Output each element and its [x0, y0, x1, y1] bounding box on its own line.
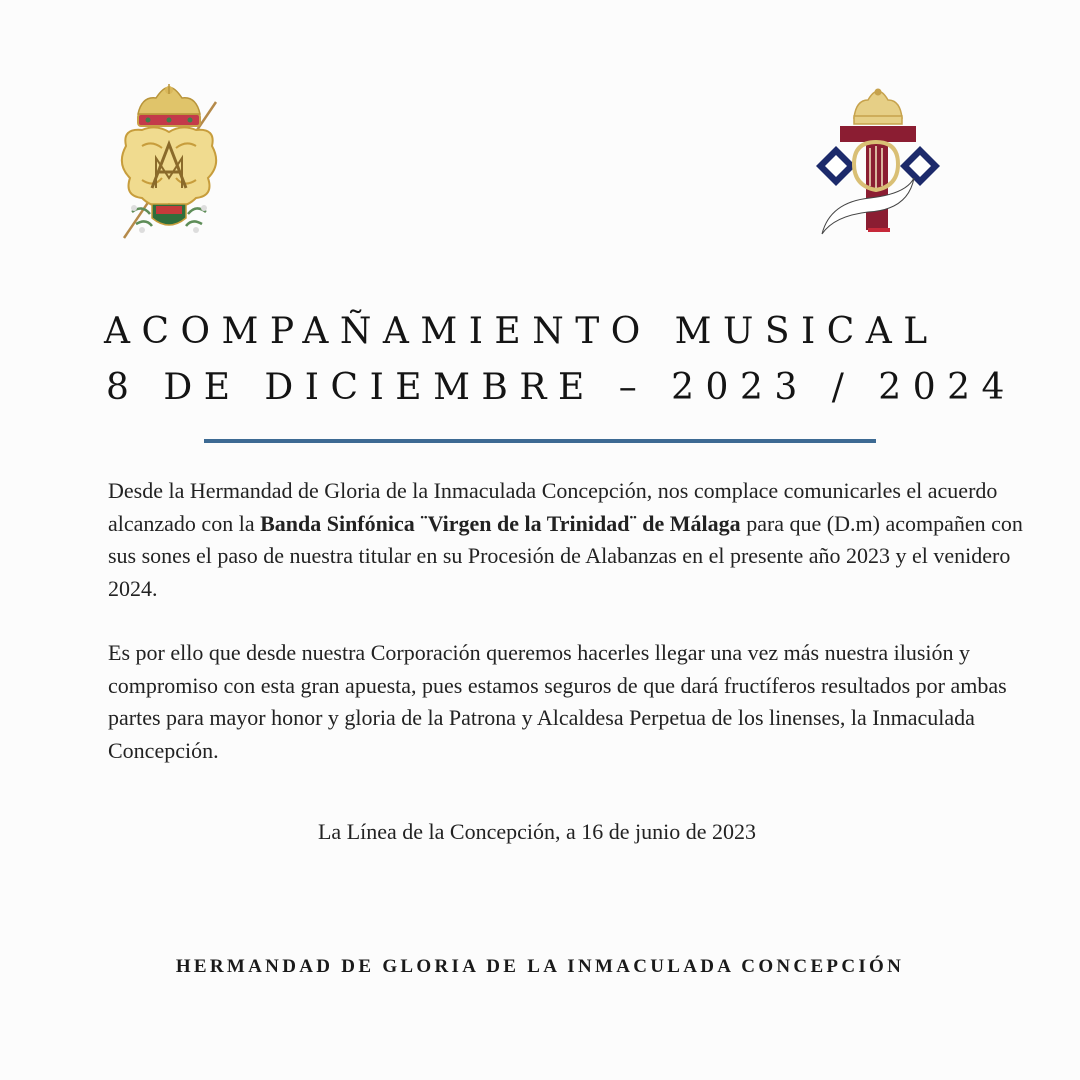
- page-title: [104, 304, 1016, 416]
- band-name: Banda Sinfónica ¨Virgen de la Trinidad¨ de Málaga: [260, 510, 741, 536]
- paragraph-commitment: Es por ello que desde nuestra Corporación queremos hacerles llegar una vez más nuestra ilusión y compromiso con esta gran apuesta, pues estamos seguros de que dará fructíferos resultados por ambas partes para mayor honor y gloria de la Patrona y Alcaldesa Perpetua de los linenses, la Inmaculada Concepción.: [108, 640, 1007, 763]
- title-line-2: 8 DE DICIEMBRE – 2023 / 2024: [106, 367, 1016, 408]
- paragraph-1-start: Desde la Hermandad de Gloria de la Inmaculada Concepción, nos complace comunicarles el acuerdo alcanzado con la: [108, 478, 998, 536]
- band-crest-icon: [810, 86, 946, 236]
- place-date-text: La Línea de la Concepción, a 16 de junio de 2023: [317, 819, 757, 844]
- hermandad-crest-icon: [112, 84, 227, 240]
- paragraph-1-end: para que (D.m) acompañen con sus sones el paso de nuestra titular en su Procesión de Alabanzas en el presente año 2023 y el venidero 2024.: [108, 510, 1023, 601]
- place-date-line: [0, 816, 1080, 848]
- divider: [204, 439, 876, 443]
- paragraph-announcement: [108, 475, 1038, 605]
- title-line-1: ACOMPAÑAMIENTO MUSICAL: [104, 311, 939, 352]
- footer-signature: HERMANDAD DE GLORIA DE LA INMACULADA CONCEPCIÓN: [175, 956, 905, 977]
